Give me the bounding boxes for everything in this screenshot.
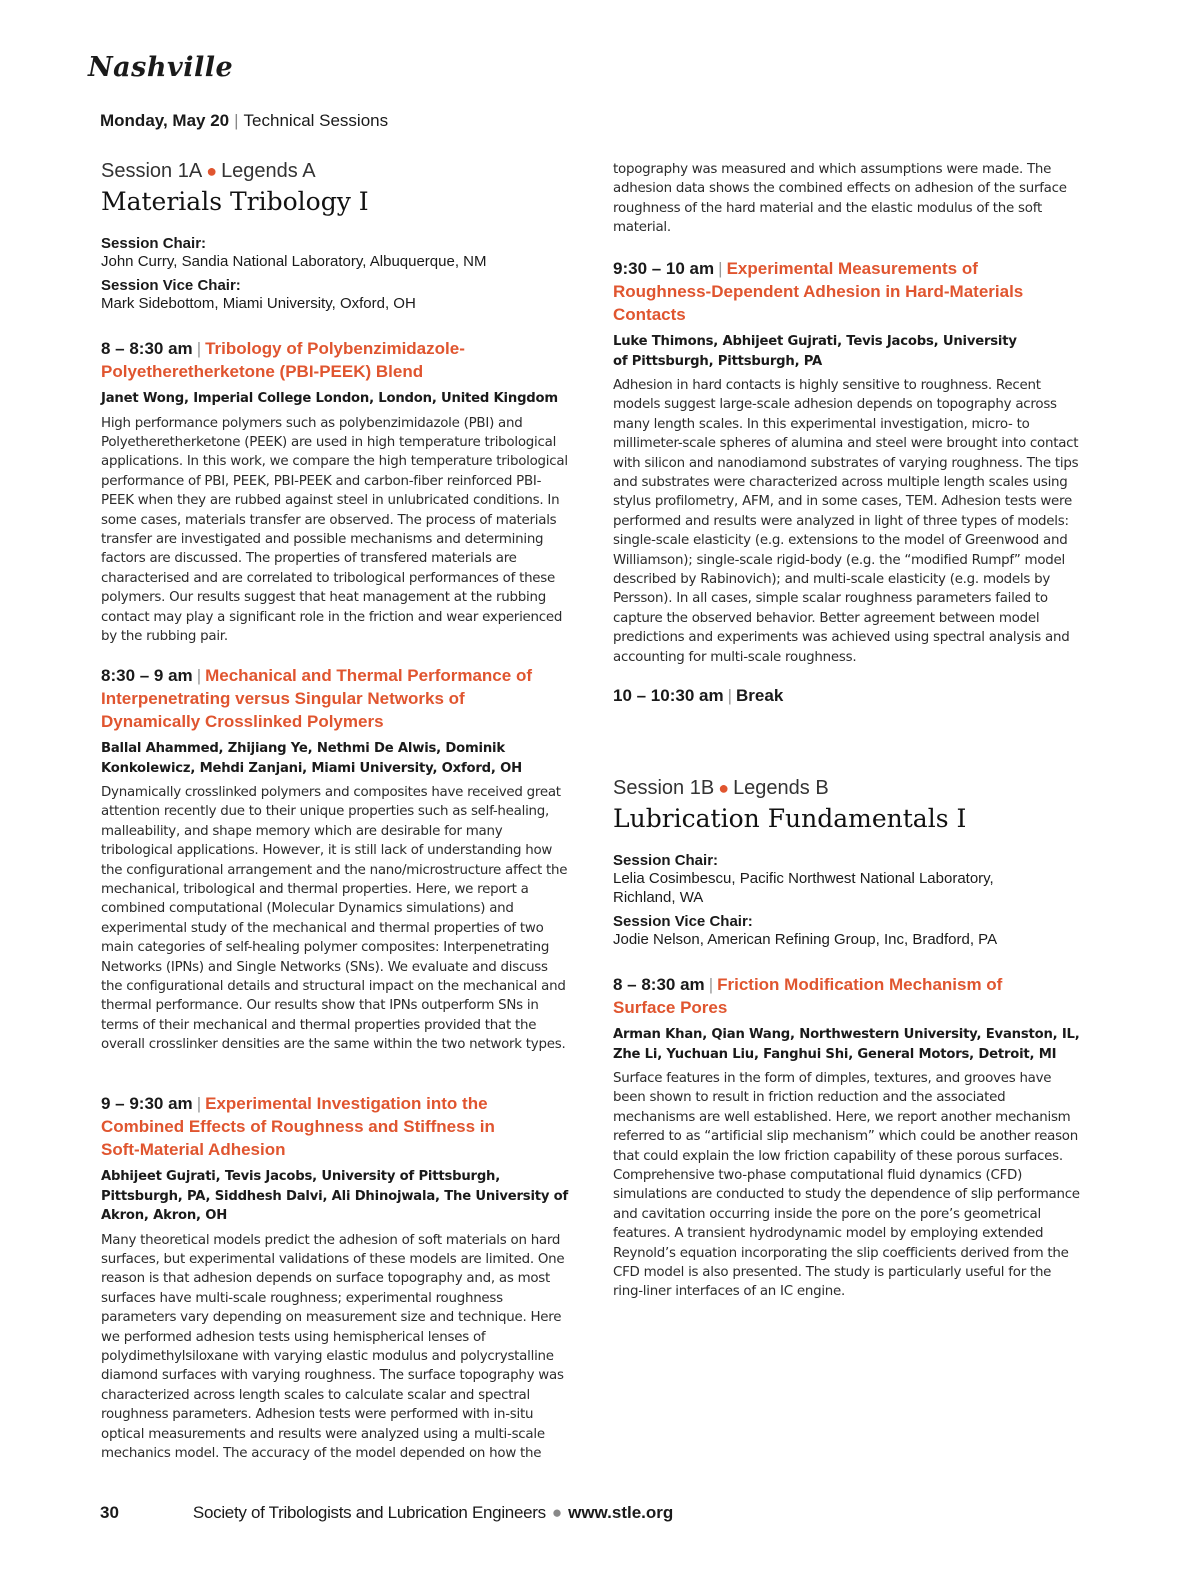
talk-heading <box>101 664 541 733</box>
talk-item <box>101 337 571 646</box>
talk-title: Experimental Measurements of Roughness-Dependent Adhesion in Hard-Materials Contacts <box>613 259 1024 324</box>
talk-item <box>613 973 1083 1302</box>
time-separator: | <box>718 259 723 278</box>
talk-title: Friction Modification Mechanism of Surface Pores <box>613 975 1003 1017</box>
page-footer <box>100 1503 673 1523</box>
break-time: 10 – 10:30 am <box>613 686 724 705</box>
talk-heading <box>613 257 1043 326</box>
talk-item <box>101 664 571 1055</box>
session-prefix: Session <box>101 160 178 182</box>
time-separator: | <box>727 686 733 705</box>
talk-item <box>101 1092 571 1463</box>
talk-abstract: Adhesion in hard contacts is highly sensitive to roughness. Recent models suggest large-scale adhesion depends on topography across many length scales. In this experimental investigation, micro- to millimeter-scale spheres of alumina and steel were brought into contact with silicon and nanodiamond substrates of varying roughness. The tips and substrates were characterized across multiple length scales using stylus profilometry, AFM, and in some cases, TEM. Adhesion tests were performed and results were analyzed in light of three types of models: single-scale elasticity (e.g. extensions to the model of Greenwood and Williamson); single-scale rigid-body (e.g. the “modified Rumpf” model described by Rabinovich); and multi-scale elasticity (e.g. models by Persson). In all cases, simple scalar roughness parameters failed to capture the observed behavior. Better agreement between model predictions and experiments was achieved using spectral analysis and accounting for multi-scale roughness. <box>613 378 1079 665</box>
vice-chair-value: Mark Sidebottom, Miami University, Oxford, OH <box>101 295 416 312</box>
talk-authors: Janet Wong, Imperial College London, London, United Kingdom <box>101 391 558 406</box>
session-code: 1A <box>177 160 203 182</box>
session-1b-header <box>613 777 1093 833</box>
talk-heading <box>613 973 1033 1019</box>
talk-abstract: High performance polymers such as polybenzimidazole (PBI) and Polyetheretherketone (PEEK) are used in high temperature tribological applications. In this work, we compare the high temperature tribological performance of PBI, PEEK, PBI-PEEK and carbon-fiber reinforced PBI-PEEK when they are rubbed against steel in unlubricated conditions. In some cases, materials transfer are observed. The process of materials transfer are investigated and possible mechanisms and determining factors are discussed. The properties of transfered materials are characterised and are correlated to tribological performances of these polymers. Our results suggest that heat management at the rubbing contact may play a significant role in the friction and wear experienced by the rubbing pair. <box>101 415 568 644</box>
page-header <box>100 111 388 131</box>
talk-time: 9 – 9:30 am <box>101 1094 193 1113</box>
session-1a-line <box>101 160 581 183</box>
footer-org: Society of Tribologists and Lubrication Engineers <box>192 1503 546 1522</box>
session-room: Legends B <box>733 777 829 799</box>
talk-abstract: Many theoretical models predict the adhesion of soft materials on hard surfaces, but experimental validations of these models are limited. One reason is that adhesion depends on surface topography and, as most surfaces have multi-scale roughness; experimental roughness parameters vary depending on measurement size and technique. Here we performed adhesion tests using hemispherical lenses of polydimethylsiloxane with varying elastic modulus and polycrystalline diamond surfaces with varying roughness. The surface topography was characterized across length scales to calculate scalar and spectral roughness parameters. Adhesion tests were performed with in-situ optical measurements and results were analyzed using a multi-scale mechanics model. The accuracy of the model depended on how the <box>101 1232 565 1461</box>
session-room: Legends A <box>221 160 316 182</box>
vice-chair-value: Jodie Nelson, American Refining Group, Inc, Bradford, PA <box>613 931 998 948</box>
header-separator: | <box>234 111 239 130</box>
chair-label: Session Chair: <box>101 235 207 252</box>
vice-chair-label: Session Vice Chair: <box>101 277 241 294</box>
session-1b-title: Lubrication Fundamentals I <box>613 804 967 833</box>
vice-chair-label: Session Vice Chair: <box>613 913 753 930</box>
talk-time: 8 – 8:30 am <box>101 339 193 358</box>
header-section: Technical Sessions <box>243 111 389 130</box>
chair-value: Lelia Cosimbescu, Pacific Northwest National Laboratory, Richland, WA <box>613 870 994 906</box>
talk-time: 9:30 – 10 am <box>613 259 715 278</box>
page-number: 30 <box>100 1503 119 1522</box>
break-slot <box>613 686 783 706</box>
talk-heading <box>101 1092 521 1161</box>
bullet-dot: ● <box>551 1503 563 1522</box>
session-prefix: Session <box>613 777 690 799</box>
talk-item <box>613 257 1083 667</box>
talk-authors: Luke Thimons, Abhijeet Gujrati, Tevis Jacobs, University of Pittsburgh, Pittsburgh, PA <box>613 334 1017 369</box>
break-label: Break <box>736 686 784 705</box>
talk-title: Mechanical and Thermal Performance of Interpenetrating versus Singular Networks of Dynamically Crosslinked Polymers <box>101 666 532 731</box>
time-separator: | <box>196 339 202 358</box>
talk-authors: Ballal Ahammed, Zhijiang Ye, Nethmi De Alwis, Dominik Konkolewicz, Mehdi Zanjani, Miami University, Oxford, OH <box>101 741 522 776</box>
session-1a-chairs <box>101 235 581 313</box>
talk-title: Experimental Investigation into the Combined Effects of Roughness and Stiffness in Soft-Material Adhesion <box>101 1094 495 1159</box>
time-separator: | <box>196 1094 202 1113</box>
talk-abstract: Dynamically crosslinked polymers and composites have received great attention recently due to their unique properties such as self-healing, malleability, and shape memory which are desirable for many tribological applications. However, it is still lack of understanding how the configurational arrangement and the nano/microstructure affect the mechanical, tribological and thermal properties. Here, we report a combined computational (Molecular Dynamics simulations) and experimental study of the mechanical and thermal properties of two main categories of self-healing polymer composites: Interpenetrating Networks (IPNs) and Single Networks (SNs). We evaluate and discuss the configurational details and structural impact on the mechanical and thermal performance. Our results show that IPNs outperform SNs in terms of their mechanical and thermal properties provided that the overall crosslinker densities are the same within the two network types. <box>101 785 568 1053</box>
talk-title: Tribology of Polybenzimidazole-Polyetheretherketone (PBI-PEEK) Blend <box>101 339 465 381</box>
footer-url[interactable]: www.stle.org <box>568 1503 674 1522</box>
talk-authors: Arman Khan, Qian Wang, Northwestern University, Evanston, IL, Zhe Li, Yuchuan Liu, Fanghui Shi, General Motors, Detroit, MI <box>613 1027 1080 1062</box>
nashville-logo: Nashville <box>88 52 234 83</box>
session-1b-line <box>613 777 1093 800</box>
session-code: 1B <box>689 777 715 799</box>
time-separator: | <box>196 666 202 685</box>
talk-heading <box>101 337 501 383</box>
session-1a-header <box>101 160 581 216</box>
talk-abstract: Surface features in the form of dimples, textures, and grooves have been shown to result in friction reduction and the associated mechanisms are well established. Here, we report another mechanism referred to as “artificial slip mechanism” which could be another reason that could explain the low friction capability of these porous surfaces. Comprehensive two-phase computational fluid dynamics (CFD) simulations are conducted to study the dependence of slip performance and cavitation occurring inside the pore on the pore’s geometrical features. A transient hydrodynamic model by employing extended Reynold’s equation incorporating the slip coefficients derived from the CFD model is also presented. The study is particularly useful for the ring-liner interfaces of an IC engine. <box>613 1071 1080 1300</box>
chair-label: Session Chair: <box>613 852 719 869</box>
header-day: Monday, May 20 <box>100 111 230 130</box>
talk-time: 8 – 8:30 am <box>613 975 705 994</box>
bullet-dot: ● <box>718 778 730 798</box>
session-1a-title: Materials Tribology I <box>101 187 369 216</box>
session-1b-chairs <box>613 852 1033 949</box>
time-separator: | <box>708 975 714 994</box>
chair-value: John Curry, Sandia National Laboratory, Albuquerque, NM <box>101 253 487 270</box>
abstract-continuation: topography was measured and which assumptions were made. The adhesion data shows the combined effects on adhesion of the surface roughness of the hard material and the elastic modulus of the soft material. <box>613 162 1067 236</box>
talk-authors: Abhijeet Gujrati, Tevis Jacobs, University of Pittsburgh, Pittsburgh, PA, Siddhesh Dalvi, Ali Dhinojwala, The University of Akron, Akron, OH <box>101 1169 569 1223</box>
talk-time: 8:30 – 9 am <box>101 666 193 685</box>
bullet-dot: ● <box>206 161 218 181</box>
